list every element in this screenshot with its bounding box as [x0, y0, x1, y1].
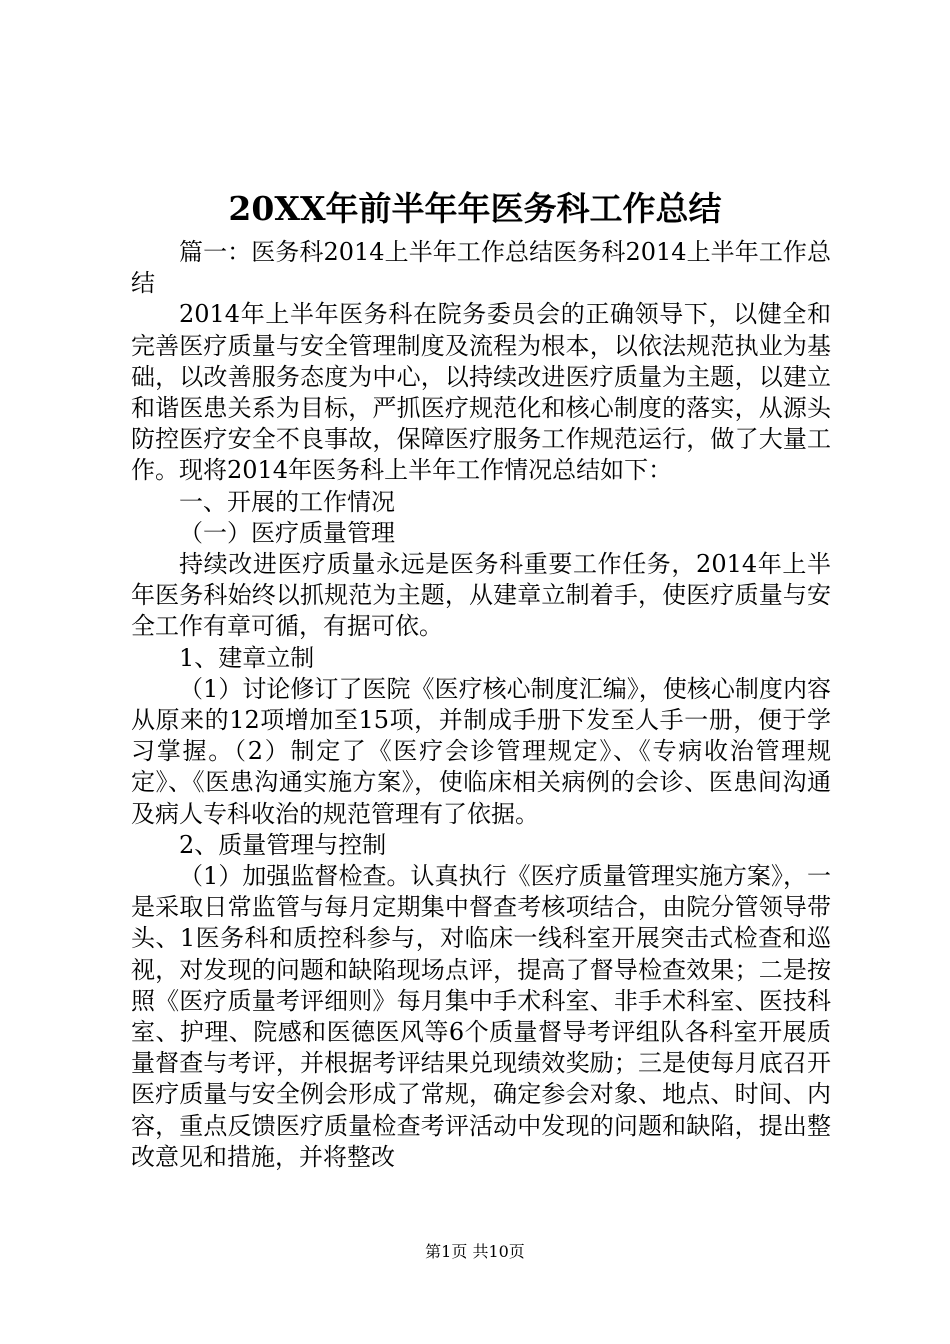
document-body	[131, 237, 831, 1173]
paragraph-control: （1）加强监督检查。认真执行《医疗质量管理实施方案》，一是采取日常监管与每月定期集中督查考核项结合，由院分管领导带头、1医务科和质控科参与，对临床一线科室开展突击式检查和巡视，对发现的问题和缺陷现场点评，提高了督导检查效果；二是按照《医疗质量考评细则》每月集中手术科室、非手术科室、医技科室、护理、院感和医德医风等6个质量督导考评组队各科室开展质量督查与考评，并根据考评结果兑现绩效奖励；三是使每月底召开医疗质量与安全例会形成了常规，确定参会对象、地点、时间、内容，重点反馈医疗质量检查考评活动中发现的问题和缺陷，提出整改意见和措施，并将整改	[131, 862, 831, 1171]
item-heading-rules: 1、建章立制	[179, 643, 315, 672]
paragraph-heading-part1: 篇一：医务科2014上半年工作总结医务科2014上半年工作总结	[131, 238, 831, 298]
page-footer: 第1页 共10页	[425, 1242, 525, 1261]
paragraph-quality-intro: 持续改进医疗质量永远是医务科重要工作任务，2014年上半年医务科始终以抓规范为主题，从建章立制着手，使医疗质量与安全工作有章可循，有据可依。	[131, 550, 831, 641]
paragraph-intro: 2014年上半年医务科在院务委员会的正确领导下，以健全和完善医疗质量与安全管理制度及流程为根本，以依法规范执业为基础，以改善服务态度为中心，以持续改进医疗质量为主题，以建立和谐医患关系为目标，严抓医疗规范化和核心制度的落实，从源头防控医疗安全不良事故，保障医疗服务工作规范运行，做了大量工作。现将2014年医务科上半年工作情况总结如下：	[131, 300, 831, 485]
document-title: 20XX年前半年年医务科工作总结	[228, 189, 722, 228]
subsection-heading-quality: （一）医疗质量管理	[179, 518, 395, 547]
item-heading-control: 2、质量管理与控制	[179, 830, 387, 859]
paragraph-rules: （1）讨论修订了医院《医疗核心制度汇编》，使核心制度内容从原来的12项增加至15项，并制成手册下发至人手一册，便于学习掌握。（2）制定了《医疗会诊管理规定》、《专病收治管理规定》、《医患沟通实施方案》，使临床相关病例的会诊、医患间沟通及病人专科收治的规范管理有了依据。	[131, 674, 831, 828]
section-heading-work: 一、开展的工作情况	[179, 487, 395, 516]
